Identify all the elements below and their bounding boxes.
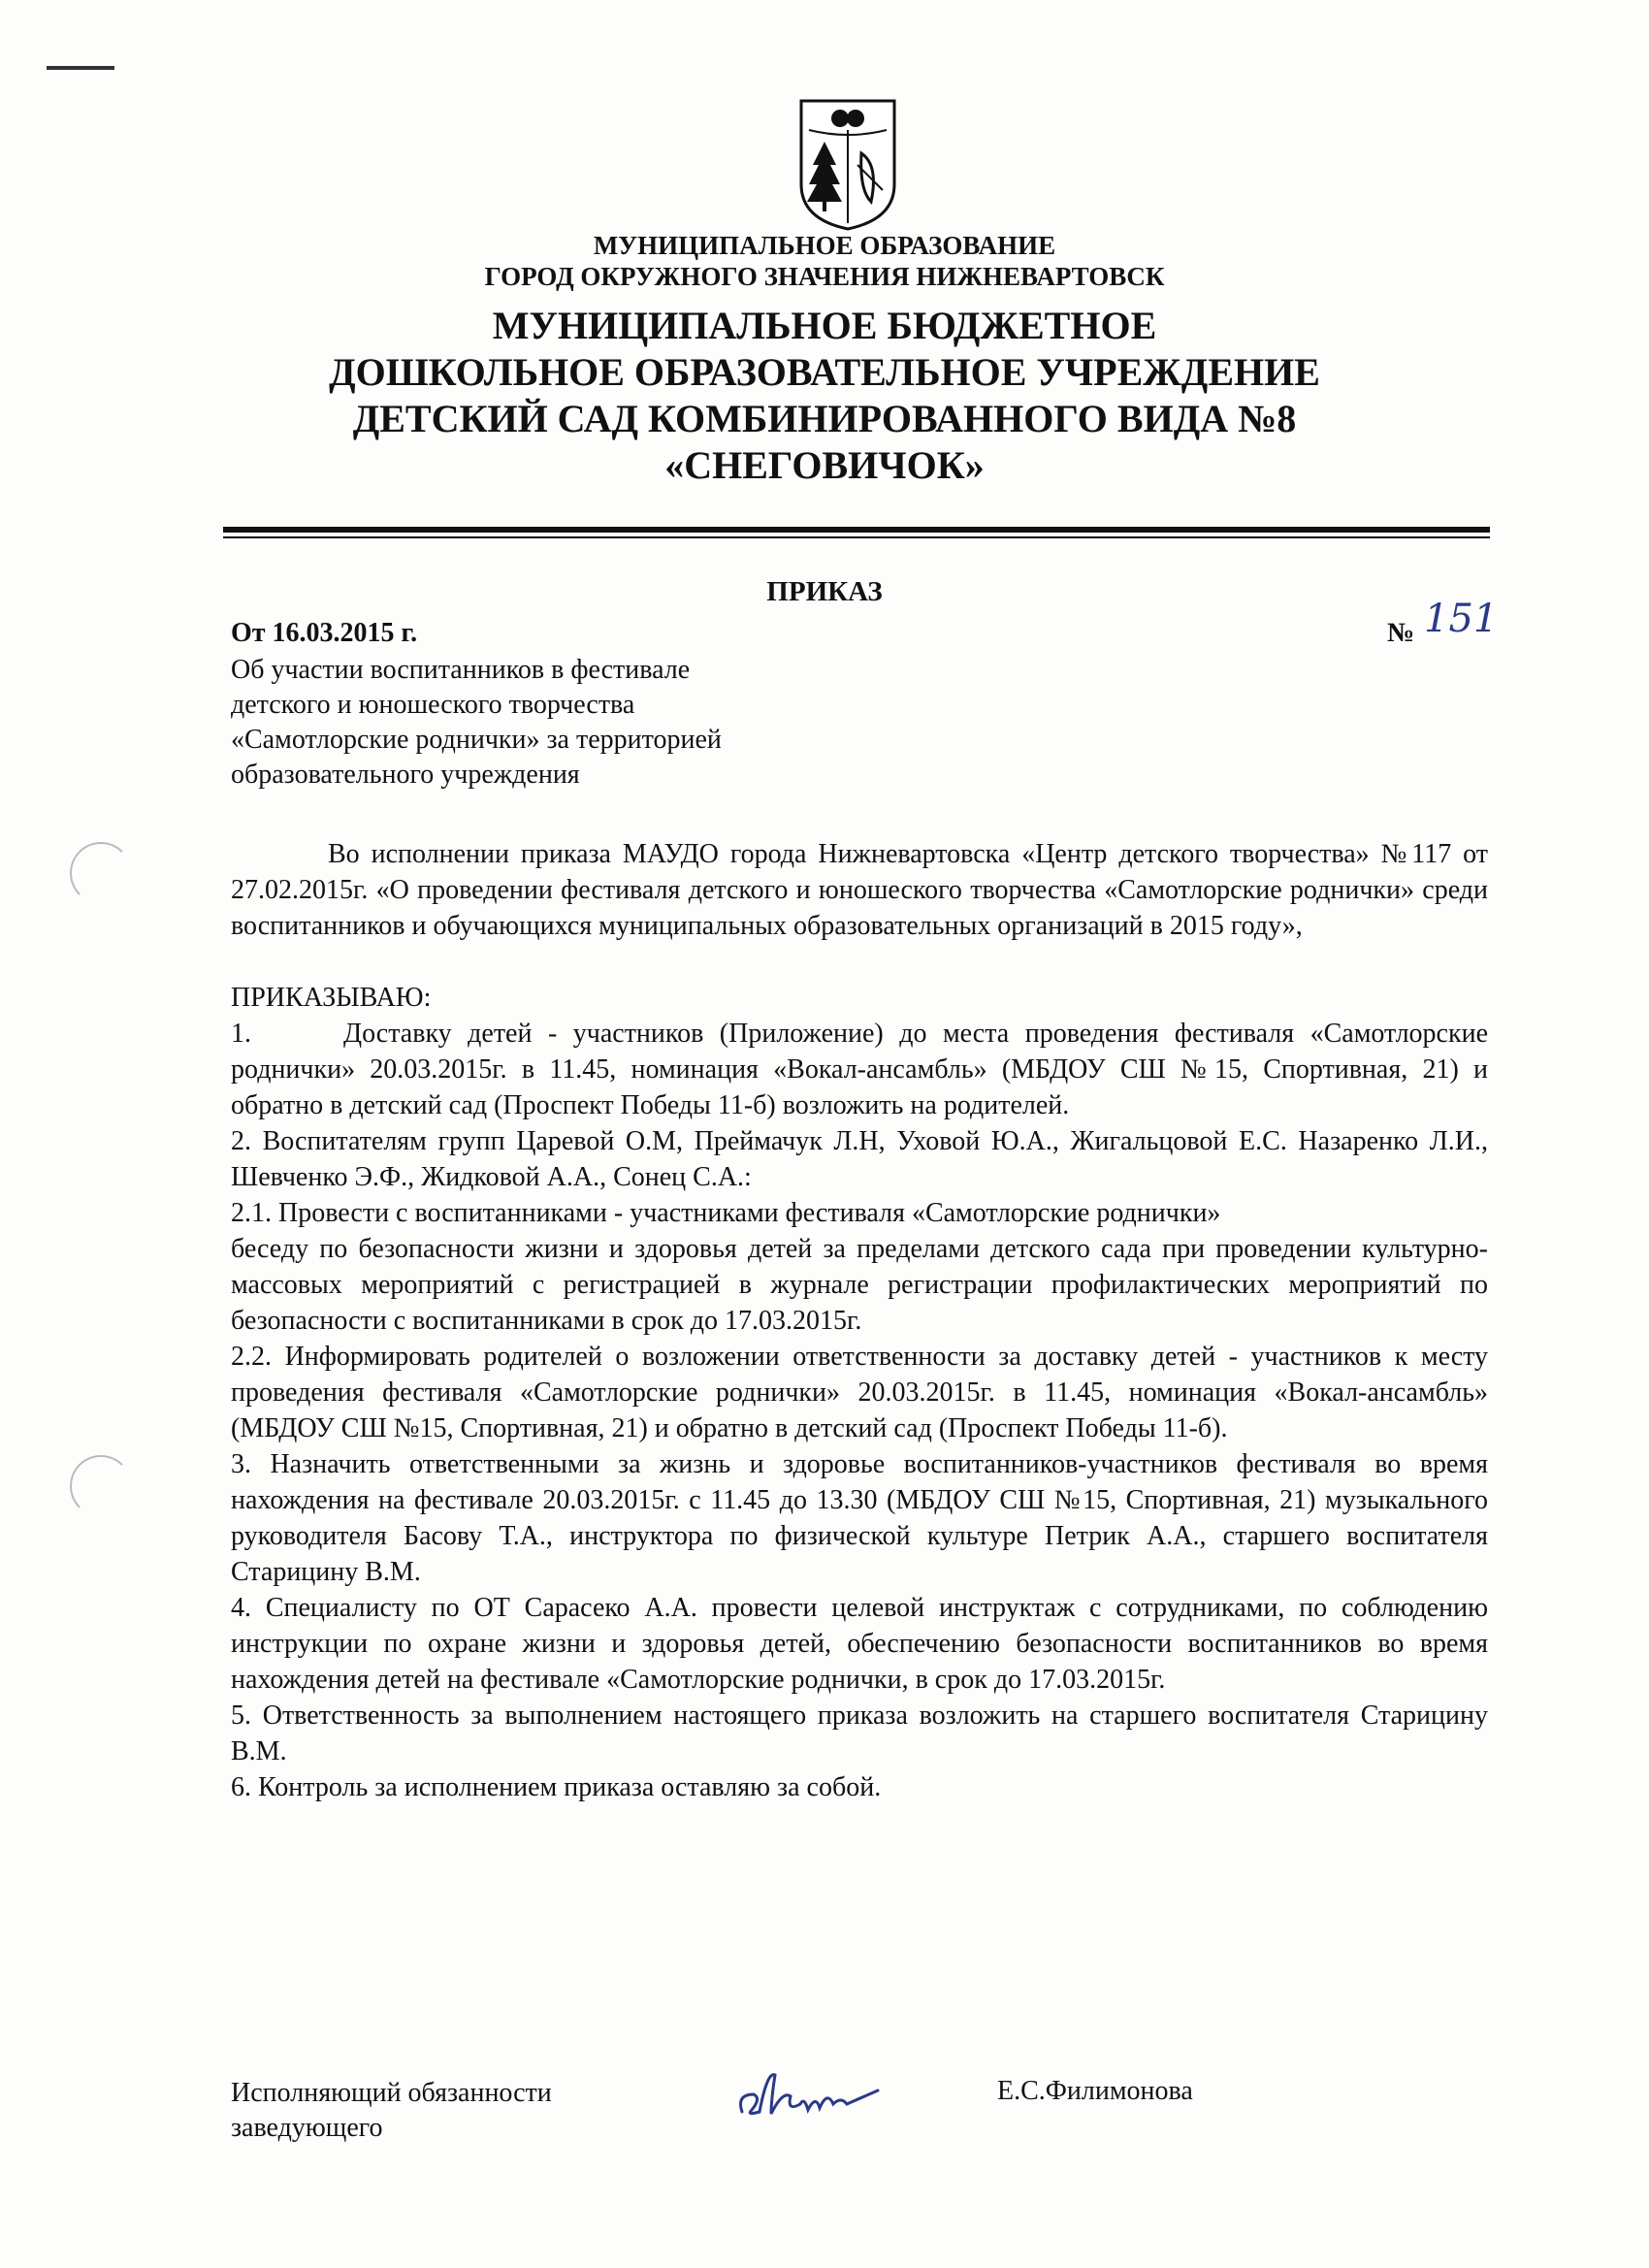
org-name-line: МУНИЦИПАЛЬНОЕ БЮДЖЕТНОЕ — [492, 304, 1157, 347]
document-title: ПРИКАЗ — [766, 576, 883, 607]
org-name-line: ДОШКОЛЬНОЕ ОБРАЗОВАТЕЛЬНОЕ УЧРЕЖДЕНИЕ — [329, 350, 1320, 394]
order-word: ПРИКАЗЫВАЮ: — [231, 983, 432, 1013]
subject-line: «Самотлорские роднички» за территорией — [231, 725, 722, 755]
order-item — [231, 1016, 1488, 1123]
order-number-handwritten: 151 — [1424, 597, 1499, 641]
role-line: заведующего — [231, 2113, 383, 2143]
city-line: ГОРОД ОКРУЖНОГО ЗНАЧЕНИЯ НИЖНЕВАРТОВСК — [484, 262, 1165, 291]
preamble: Во исполнении приказа МАУДО города Нижневартовска «Центр детского творчества» №117 от 27.02.2015г. «О проведении фестиваля детского и юношеского творчества «Самотлорские роднички» среди воспитанников и обучающихся муниципальных образовательных организаций в 2015 году», — [231, 839, 1488, 941]
order-item: 3. Назначить ответственными за жизнь и здоровье воспитанников-участников фестиваля во время нахождения на фестивале 20.03.2015г. с 11.45 до 13.30 (МБДОУ СШ №15, Спортивная, 21) музыкального руководителя Басову Т.А., инструктора по физической культуре Петрик А.А., старшего воспитателя Старицину В.М. — [231, 1449, 1488, 1587]
org-name-line: «СНЕГОВИЧОК» — [664, 443, 985, 487]
subject-line: образовательного учреждения — [231, 760, 580, 790]
handwritten-signature — [732, 2061, 907, 2129]
order-item: 4. Специалисту по ОТ Сарасеко А.А. провести целевой инструктаж с сотрудниками, по соблюдению инструкции по охране жизни и здоровья детей, обеспечению безопасности воспитанников во время нахождения детей на фестивале «Самотлорские роднички, в срок до 17.03.2015г. — [231, 1593, 1488, 1695]
scan-mark — [47, 66, 114, 70]
item-text: Доставку детей - участников (Приложение) до места проведения фестиваля «Самотлорские роднички» 20.03.2015г. в 11.45, номинация «Вокал-ансамбль» (МБДОУ СШ №15, Спортивная, 21) и обратно в детский сад (Проспект Победы 11-б) возложить на родителей. — [231, 1019, 1488, 1120]
order-number-label: № — [1387, 618, 1415, 648]
municipality-line: МУНИЦИПАЛЬНОЕ ОБРАЗОВАНИЕ — [593, 231, 1056, 260]
order-body — [231, 836, 1488, 1805]
order-subject — [231, 653, 722, 793]
order-item: 2.2. Информировать родителей о возложении ответственности за доставку детей - участников к месту проведения фестиваля «Самотлорские роднички» 20.03.2015г. в 11.45, номинация «Вокал-ансамбль» (МБДОУ СШ №15, Спортивная, 21) и обратно в детский сад (Проспект Победы 11-б). — [231, 1342, 1488, 1443]
subject-line: Об участии воспитанников в фестивале — [231, 655, 691, 685]
punch-hole — [70, 1455, 132, 1517]
order-item: 2. Воспитателям групп Царевой О.М, Преймачук Л.Н, Уховой Ю.А., Жигальцовой Е.С. Назаренко Л.И., Шевченко Э.Ф., Жидковой А.А., Сонец С.А.: — [231, 1126, 1488, 1192]
signatory-name: Е.С.Филимонова — [997, 2076, 1193, 2106]
order-item: беседу по безопасности жизни и здоровья детей за пределами детского сада при проведении культурно-массовых мероприятий с регистрацией в журнале регистрации профилактических мероприятий по безопасности с воспитанниками в срок до 17.03.2015г. — [231, 1234, 1488, 1336]
role-line: Исполняющий обязанности — [231, 2078, 552, 2108]
org-name-line: ДЕТСКИЙ САД КОМБИНИРОВАННОГО ВИДА №8 — [352, 397, 1297, 440]
order-item: 5. Ответственность за выполнением настоящего приказа возложить на старшего воспитателя Старицину В.М. — [231, 1701, 1488, 1766]
header-divider — [223, 527, 1490, 533]
order-item: 2.1. Провести с воспитанниками - участниками фестиваля «Самотлорские роднички» — [231, 1198, 1221, 1228]
order-item: 6. Контроль за исполнением приказа оставляю за собой. — [231, 1772, 882, 1802]
item-number: 1. — [231, 1019, 251, 1049]
header-divider — [223, 536, 1490, 538]
signatory-role — [231, 2076, 552, 2146]
subject-line: детского и юношеского творчества — [231, 690, 635, 720]
coat-of-arms-icon — [797, 97, 898, 233]
punch-hole — [70, 842, 132, 904]
order-date: От 16.03.2015 г. — [231, 618, 418, 648]
